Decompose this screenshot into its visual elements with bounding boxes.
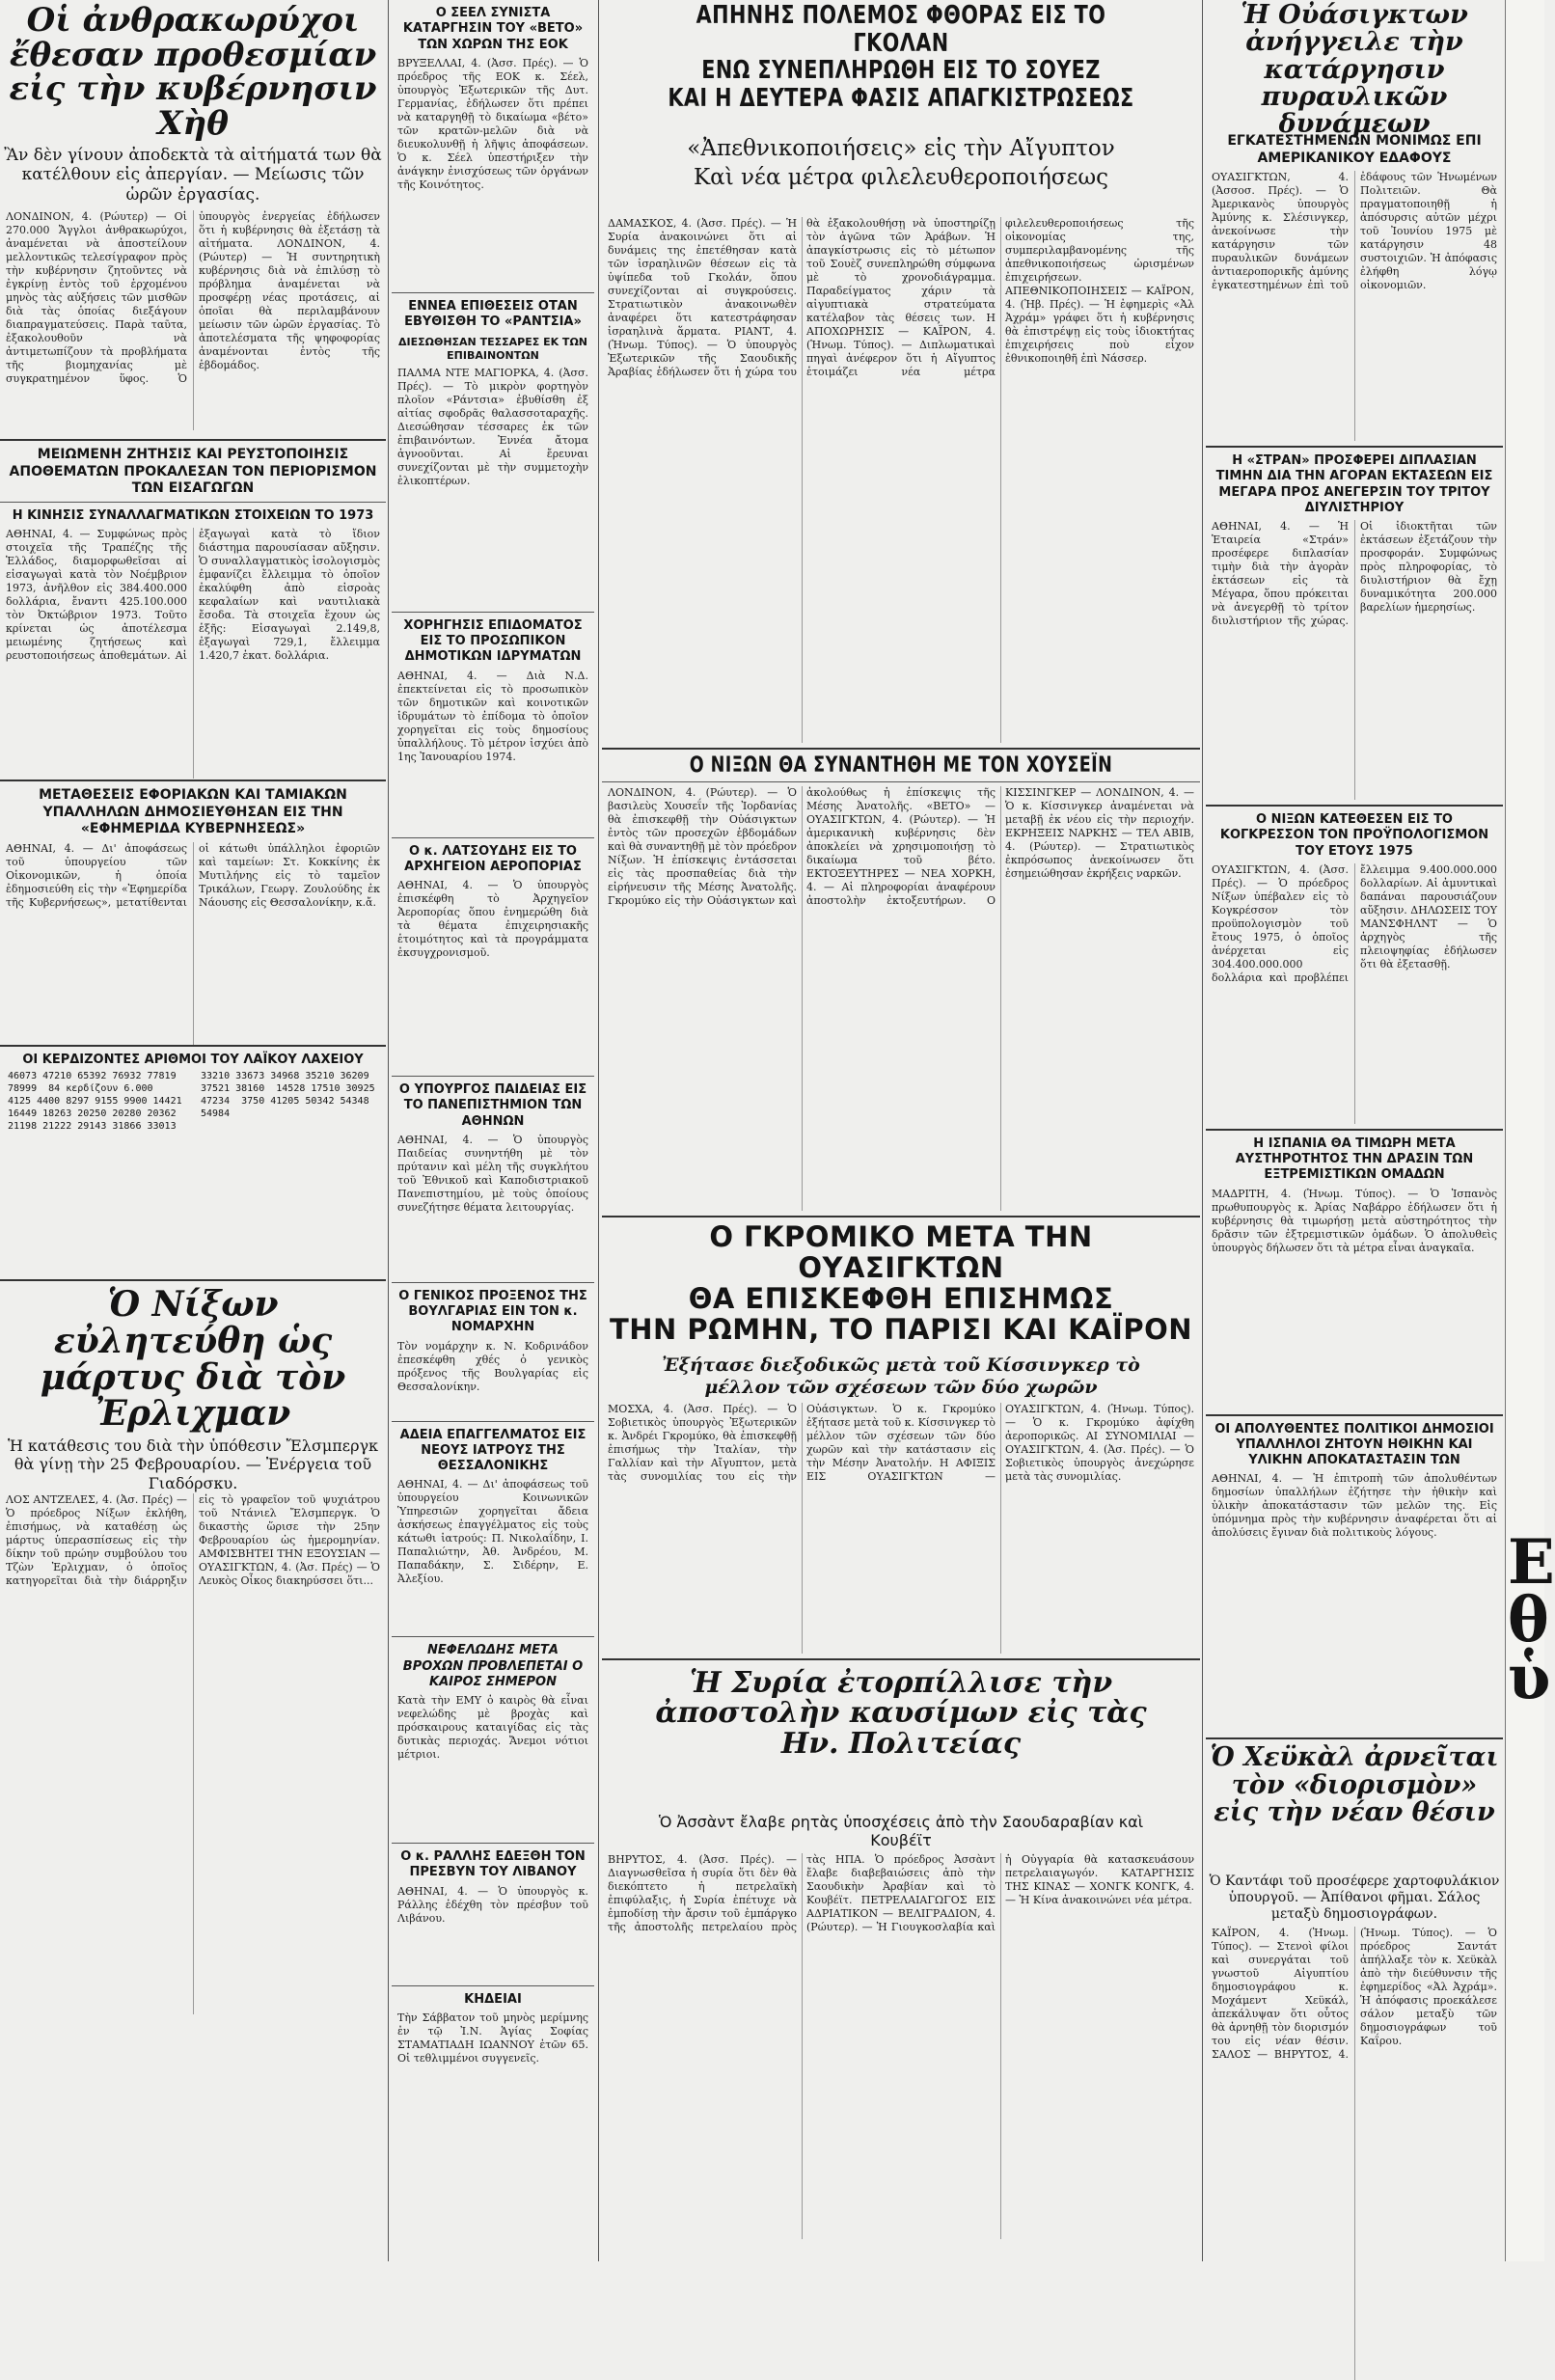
headline-gromyko-1: Ο ΓΚΡΟΜΙΚΟ ΜΕΤΑ ΤΗΝ ΟΥΑΣΙΓΚΤΩΝ bbox=[709, 1220, 1093, 1285]
headline-doctors: ΑΔΕΙΑ ΕΠΑΓΓΕΛΜΑΤΟΣ ΕΙΣ ΝΕΟΥΣ ΙΑΤΡΟΥΣ ΤΗΣ ΘΕΣΣΑΛΟΝΙΚΗΣ bbox=[399, 1427, 587, 1473]
headline-consul: Ο ΓΕΝΙΚΟΣ ΠΡΟΞΕΝΟΣ ΤΗΣ ΒΟΥΛΓΑΡΙΑΣ ΕΙΝ ΤΟΝ κ. ΝΟΜΑΡΧΗΝ bbox=[398, 1288, 587, 1335]
body-budget: ΟΥΑΣΙΓΚΤΩΝ, 4. (Ἀσσ. Πρές). — Ὁ πρόεδρος Νίξων ὑπέβαλεν εἰς τὸ Κογκρέσσον τὸν προϋπολογισμὸν τοῦ ἔτους 1975, ὁ ὁποῖος ἀνέρχεται εἰς 304.400.000.000 δολλάρια καὶ προβλέπει ἔλλειμμα 9.400.000.000 δολλαρίων. Αἱ ἀμυντικαὶ δαπάναι παρουσιάζουν αὔξησιν. ΔΗΛΩΣΕΙΣ ΤΟΥ ΜΑΝΣΦΗΛΝΤ — Ὁ ἀρχηγὸς τῆς πλειοψηφίας ἐδήλωσεν ὅτι θὰ ἐξετασθῇ. bbox=[1212, 862, 1497, 984]
headline-heykal: Ὁ Χεϋκὰλ ἀρνεῖται τὸν «διορισμὸν» εἰς τὴν νέαν θέσιν bbox=[1210, 1742, 1499, 1827]
column-1 bbox=[0, 0, 386, 2261]
article-lottery bbox=[0, 1053, 386, 1274]
article-gromyko bbox=[602, 1222, 1200, 1353]
column-4 bbox=[1206, 0, 1503, 2261]
subhead-gromyko: Ἐξήτασε διεξοδικῶς μετὰ τοῦ Κίσσινγκερ τὸ μέλλον τῶν σχέσεων τῶν δύο χωρῶν bbox=[662, 1354, 1140, 1398]
headline-nixon-witness: Ὁ Νίξων εὐλητεύθη ὡς μάρτυς διὰ τὸν Ἐρλιχμαν bbox=[40, 1284, 346, 1435]
body-education: ΑΘΗΝΑΙ, 4. — Ὁ ὑπουργὸς Παιδείας συνηντήθη μὲ τὸν πρύτανιν καὶ μέλη τῆς συγκλήτου τοῦ Ἐθνικοῦ καὶ Καποδιστριακοῦ Πανεπιστημίου, μὲ τοὺς ὁποίους συνεζήτησε θέματα λειτουργίας. bbox=[397, 1133, 588, 1214]
subhead-syria: Ὁ Ἀσσὰντ ἔλαβε ρητὰς ὑποσχέσεις ἀπὸ τὴν Σαουδαραβίαν καὶ Κουβέϊτ bbox=[658, 1812, 1144, 1849]
body-weather: Κατὰ τὴν ΕΜΥ ὁ καιρὸς θὰ εἶναι νεφελώδης μὲ βροχὰς καὶ πρόσκαιρους καταιγίδας εἰς τὰς δυτικὰς περιοχάς. Ἄνεμοι νότιοι μέτριοι. bbox=[397, 1694, 588, 1761]
headline-education: Ο ΥΠΟΥΡΓΟΣ ΠΑΙΔΕΙΑΣ ΕΙΣ ΤΟ ΠΑΝΕΠΙΣΤΗΜΙΟΝ ΤΩΝ ΑΘΗΝΩΝ bbox=[398, 1082, 587, 1129]
lottery-numbers: 46073 47210 65392 76932 77819 78999 84 κερδίζουν 6.000 4125 4400 8297 9155 9900 14421 16449 18263 20250 20280 20362 21198 21222 29143 31866 33013 33210 33673 34968 35210 36209 37521 38160 14528 17510 30925 47234 3750 41205 50342 54348 54984 bbox=[8, 1071, 381, 1133]
headline-latsoudis: Ο κ. ΛΑΤΣΟΥΔΗΣ ΕΙΣ ΤΟ ΑΡΧΗΓΕΙΟΝ ΑΕΡΟΠΟΡΙΑΣ bbox=[404, 843, 582, 874]
column-3 bbox=[602, 0, 1200, 2261]
headline-hussein: Ο ΝΙΞΩΝ ΘΑ ΣΥΝΑΝΤΗΘΗ ΜΕ ΤΟΝ ΧΟΥΣΕΪΝ bbox=[689, 753, 1113, 778]
body-heykal: ΚΑΪΡΟΝ, 4. (Ἡνωμ. Τύπος). — Στενοὶ φίλοι καὶ συνεργάται τοῦ γνωστοῦ Αἰγυπτίου δημοσιογράφου κ. Μοχάμεντ Χεϋκάλ, ἀπεκάλυψαν ὅτι οὗτος θὰ ἀρνηθῇ τὸν διορισμόν του εἰς νέαν θέσιν. ΣΑΛΟΣ — ΒΗΡΥΤΟΣ, 4. (Ἡνωμ. Τύπος). — Ὁ πρόεδρος Σαντάτ ἀπήλλαξε τὸν κ. Χεϋκὰλ ἀπὸ τὴν διεύθυνσιν τῆς ἐφημερίδος «Ἀλ Ἀχράμ». Ἡ ἀπόφασις προεκάλεσε σάλον μεταξὺ τῶν δημοσιογράφων τοῦ Καΐρου. bbox=[1212, 1926, 1497, 2061]
column-2 bbox=[392, 0, 594, 2261]
headline-syria: Ἡ Συρία ἐτορπίλλισε τὴν ἀποστολὴν καυσίμων εἰς τὰς Ην. Πολιτείας bbox=[655, 1665, 1147, 1761]
body-scheel: ΒΡΥΞΕΛΛΑΙ, 4. (Ἀσσ. Πρές). — Ὁ πρόεδρος τῆς ΕΟΚ κ. Σέελ, ὑπουργὸς Ἐξωτερικῶν τῆς Δυτ. Γερμανίας, ἐδήλωσεν ὅτι πρέπει νὰ καταργηθῇ τὸ δικαίωμα «βέτο» τῶν κρατῶν-μελῶν διὰ νὰ διευκολυνθῇ ἡ λῆψις ἀποφάσεων. Ὁ κ. Σέελ ὑπεστήριξεν τὴν ἀνάγκην ἐνισχύσεως τῶν ὀργάνων τῆς Κοινότητος. bbox=[397, 56, 588, 191]
body-rallis: ΑΘΗΝΑΙ, 4. — Ὁ ὑπουργὸς κ. Ράλλης ἐδέχθη τὸν πρέσβυν τοῦ Λιβάνου. bbox=[397, 1884, 588, 1925]
body-latsoudis: ΑΘΗΝΑΙ, 4. — Ὁ ὑπουργὸς ἐπισκέφθη τὸ Ἀρχηγεῖον Ἀεροπορίας ὅπου ἐνημερώθη διὰ τὰ θέματα ἐπιχειρησιακῆς ἑτοιμότητος καὶ τὰ προγράμματα ἐκσυγχρονισμοῦ. bbox=[397, 879, 588, 959]
headline-golan-1: ΑΠΗΝΗΣ ΠΟΛΕΜΟΣ ΦΘΟΡΑΣ ΕΙΣ ΤΟ ΓΚΟΛΑΝ bbox=[696, 1, 1106, 58]
headline-golan-3: ΚΑΙ Η ΔΕΥΤΕΡΑ ΦΑΣΙΣ ΑΠΑΓΚΙΣΤΡΩΣΕΩΣ bbox=[668, 83, 1134, 113]
headline-rallis: Ο κ. ΡΑΛΛΗΣ ΕΔΕΞΘΗ ΤΟΝ ΠΡΕΣΒΥΝ ΤΟΥ ΛΙΒΑΝΟΥ bbox=[400, 1849, 586, 1880]
article-syria bbox=[602, 1665, 1200, 1813]
body-spain: ΜΑΔΡΙΤΗ, 4. (Ἡνωμ. Τύπος). — Ὁ Ἱσπανὸς πρωθυπουργὸς κ. Ἀρίας Ναβάρρο ἐδήλωσεν ὅτι ἡ κυβέρνησις θὰ τιμωρήσῃ μετὰ αὐστηρότητος τὴν δρᾶσιν τῶν ἐξτρεμιστικῶν ὁμάδων. Ὁ ἀπολυθεὶς ὑπουργὸς δήλωσεν ὅτι τὰ μέτρα εἶναι ἀναγκαῖα. bbox=[1212, 1187, 1497, 1254]
body-nixon-witness: ΛΟΣ ΑΝΤΖΕΛΕΣ, 4. (Ἀσ. Πρές) — Ὁ πρόεδρος Νίξων ἐκλήθη, ἐπισήμως, νὰ καταθέσῃ ὡς μάρτυς ὑπερασπίσεως εἰς τὴν δίκην τοῦ πρώην συμβούλου του Τζὼν Ἐρλιχμαν, ὁ ὁποῖος κατηγορεῖται διὰ τὴν διάρρηξιν εἰς τὸ γραφεῖον τοῦ ψυχιάτρου τοῦ Ντάνιελ Ἔλσμπεργκ. Ὁ δικαστὴς ὥρισε τὴν 25ην Φεβρουαρίου ὡς ἡμερομηνίαν. ΑΜΦΙΣΒΗΤΕΙ ΤΗΝ ΕΞΟΥΣΙΑΝ — ΟΥΑΣΙΓΚΤΩΝ, 4. (Ἀσ. Πρές) — Ὁ Λευκὸς Οἶκος διακηρύσσει ὅτι... bbox=[6, 1493, 380, 1587]
body-gromyko: ΜΟΣΧΑ, 4. (Ἀσσ. Πρές). — Ὁ Σοβιετικὸς ὑπουργὸς Ἐξωτερικῶν κ. Ἀνδρέι Γκρομύκο, θὰ ἐπισκεφθῇ ἐπισήμως τὴν Ἰταλίαν, τὴν Γαλλίαν καὶ τὴν Αἴγυπτον, μετὰ τὰς συνομιλίας του εἰς τὴν Οὐάσιγκτων. Ὁ κ. Γκρομύκο ἐξήτασε μετὰ τοῦ κ. Κίσσινγκερ τὸ μέλλον τῶν σχέσεων τῶν δύο χωρῶν καὶ τὴν κατάστασιν εἰς τὴν Μέσην Ἀνατολήν. Η ΑΦΙΞΙΣ ΕΙΣ ΟΥΑΣΙΓΚΤΩΝ — ΟΥΑΣΙΓΚΤΩΝ, 4. (Ἡνωμ. Τύπος). — Ὁ κ. Γκρομύκο ἀφίχθη ἀεροπορικῶς. ΑΙ ΣΥΝΟΜΙΛΙΑΙ — ΟΥΑΣΙΓΚΤΩΝ, 4. (Ἀσ. Πρές). — Ὁ Σοβιετικὸς ὑπουργὸς ἀνεχώρησε μετὰ τὰς συνομιλίας. bbox=[608, 1402, 1194, 1483]
subhead-coal-miners: Ἂν δὲν γίνουν ἀποδεκτὰ τὰ αἰτήματά των θὰ κατέλθουν εἰς ἀπεργίαν. — Μείωσις τῶν ὡρῶν ἐργασίας. bbox=[4, 145, 382, 205]
article-nixon-witness bbox=[0, 1284, 386, 1492]
headline-officials: ΟΙ ΑΠΟΛΥΘΕΝΤΕΣ ΠΟΛΙΤΙΚΟΙ ΔΗΜΟΣΙΟΙ ΥΠΑΛΛΗΛΟΙ ΖΗΤΟΥΝ ΗΘΙΚΗΝ ΚΑΙ ΥΛΙΚΗΝ ΑΠΟΚΑΤΑΣΤΑΣΙΝ ΤΩΝ bbox=[1214, 1421, 1494, 1467]
edge-glyphs: Ε θ ὑ bbox=[1508, 1526, 1555, 1714]
body-consul: Τὸν νομάρχην κ. Ν. Κοδρινάδον ἐπεσκέφθη χθές ὁ γενικὸς πρόξενος τῆς Βουλγαρίας εἰς Θεσσαλονίκην. bbox=[397, 1339, 588, 1393]
body-imports: ΑΘΗΝΑΙ, 4. — Συμφώνως πρὸς στοιχεῖα τῆς Τραπέζης τῆς Ἑλλάδος, διαμορφωθεῖσαι αἱ εἰσαγωγαὶ κατὰ τὸν Νοέμβριον 1973, ἀνῆλθον εἰς 384.400.000 δολλάρια, ἔναντι 425.100.000 τὸν Ὀκτώβριον 1973. Τοῦτο κρίνεται ὡς ἀποτέλεσμα μειωμένης ζητήσεως καὶ ρευστοποιήσεως ἀποθεμάτων. Αἱ ἐξαγωγαὶ κατὰ τὸ ἴδιον διάστημα παρουσίασαν αὔξησιν. Ὁ συναλλαγματικὸς ἰσολογισμὸς ἐμφανίζει ἔλλειμμα τὸ ὁποῖον ἐκαλύφθη ἀπὸ εἰσροὰς κεφαλαίων καὶ ναυτιλιακὰ ἔσοδα. Τὰ στοιχεῖα ἔχουν ὡς ἑξῆς: Εἰσαγωγαὶ 2.149,8, ἐξαγωγαὶ 729,1, ἔλλειμμα 1.420,7 ἑκατ. δολλάρια. bbox=[6, 527, 380, 662]
headline-imports: ΜΕΙΩΜΕΝΗ ΖΗΤΗΣΙΣ ΚΑΙ ΡΕΥΣΤΟΠΟΙΗΣΙΣ ΑΠΟΘΕΜΑΤΩΝ ΠΡΟΚΑΛΕΣΑΝ ΤΟΝ ΠΕΡΙΟΡΙΣΜΟΝ ΤΩΝ ΕΙΣΑΓΩΓΩΝ bbox=[9, 447, 377, 496]
headline-stran: Η «ΣΤΡΑΝ» ΠΡΟΣΦΕΡΕΙ ΔΙΠΛΑΣΙΑΝ ΤΙΜΗΝ ΔΙΑ ΤΗΝ ΑΓΟΡΑΝ ΕΚΤΑΣΕΩΝ ΕΙΣ ΜΕΓΑΡΑ ΠΡΟΣ ΑΝΕΓΕΡΣΙΝ ΤΟΥ ΤΡΙΤΟΥ ΔΙΥΛΙΣΤΗΡΙΟΥ bbox=[1215, 453, 1493, 515]
subhead-heykal: Ὁ Καντάφι τοῦ προσέφερε χαρτοφυλάκιον ὑπουργοῦ. — Ἀπίθανοι φῆμαι. Σάλος μεταξὺ δημοσιογράφων. bbox=[1209, 1874, 1500, 1922]
headline-scheel: Ο ΣΕΕΛ ΣΥΝΙΣΤΑ ΚΑΤΑΡΓΗΣΙΝ ΤΟΥ «ΒΕΤΟ» ΤΩΝ ΧΩΡΩΝ ΤΗΣ ΕΟΚ bbox=[402, 6, 584, 52]
article-golan bbox=[602, 2, 1200, 132]
headline-gromyko-3: ΤΗΝ ΡΩΜΗΝ, ΤΟ ΠΑΡΙΣΙ ΚΑΙ ΚΑΪΡΟΝ bbox=[609, 1312, 1192, 1346]
headline-spain: Η ΙΣΠΑΝΙΑ ΘΑ ΤΙΜΩΡΗ ΜΕΤΑ ΑΥΣΤΗΡΟΤΗΤΟΣ ΤΗΝ ΔΡΑΣΙΝ ΤΩΝ ΕΞΤΡΕΜΙΣΤΙΚΩΝ ΟΜΑΔΩΝ bbox=[1235, 1135, 1474, 1183]
subhead-golan-2: Καὶ νέα μέτρα φιλελευθεροποιήσεως bbox=[694, 164, 1108, 190]
article-imports bbox=[0, 447, 386, 775]
headline-rancia: ΕΝΝΕΑ ΕΠΙΘΕΣΕΙΣ ΟΤΑΝ ΕΒΥΘΙΣΘΗ ΤΟ «ΡΑΝΤΣΙΑ» bbox=[404, 298, 582, 329]
article-transfers bbox=[0, 787, 386, 1040]
headline-weather: ΝΕΦΕΛΩΔΗΣ ΜΕΤΑ ΒΡΟΧΩΝ ΠΡΟΒΛΕΠΕΤΑΙ Ο ΚΑΙΡΟΣ ΣΗΜΕΡΟΝ bbox=[402, 1643, 584, 1689]
article-missiles bbox=[1206, 0, 1503, 140]
body-rancia: ΠΑΛΜΑ ΝΤΕ ΜΑΓΙΟΡΚΑ, 4. (Ἀσσ. Πρές). — Τὸ μικρὸν φορτηγὸν πλοῖον «Ράντσια» ἐβυθίσθη ἐξ αἰτίας σφοδρᾶς θαλασσοταραχῆς. Διεσώθησαν τέσσαρες ἐκ τῶν ἐπιβαινόντων. Ἐννέα ἄτομα ἀγνοοῦνται. Αἱ ἔρευναι συνεχίζονται μὲ τὴν συμμετοχὴν ἐλικοπτέρων. bbox=[397, 366, 588, 487]
body-coal-miners: ΛΟΝΔΙΝΟΝ, 4. (Ρώυτερ) — Οἱ 270.000 Ἄγγλοι ἀνθρακωρύχοι, ἀναμένεται νὰ ἀποστείλουν μελλοντικῶς τελεσίγραφον πρὸς τὴν κυβέρνησιν ζητοῦντες νὰ ἐγκρίνῃ ἐντὸς τοῦ ἐρχομένου μηνὸς τὰς αὐξήσεις τῶν μισθῶν διὰ τὰς ὁποίας διεξάγουν διαπραγματεύσεις. Παρὰ ταῦτα, ἐξακολουθοῦν νὰ ἀντιμετωπίζουν τὰ προβλήματα τῆς βιομηχανίας μὲ συγκρατημένον ὕφος. Ὁ ὑπουργὸς ἐνεργείας ἐδήλωσεν ὅτι ἡ κυβέρνησις θὰ ἐξετάσῃ τὰ αἰτήματα. ΛΟΝΔΙΝΟΝ, 4. (Ρώυτερ) — Ἡ συντηρητικὴ κυβέρνησις διὰ νὰ ἐπιλύσῃ τὸ πρόβλημα ἀναμένεται νὰ προσφέρῃ νέας προτάσεις, αἱ ὁποῖαι θὰ περιλαμβάνουν μείωσιν τῶν ὡρῶν ἐργασίας. Τὸ ἀποτελέσματα τῆς ψηφοφορίας ἀναμένονται ἐντὸς τῆς ἑβδομάδος. bbox=[6, 210, 380, 385]
subhead-rancia: ΔΙΕΣΩΘΗΣΑΝ ΤΕΣΣΑΡΕΣ ΕΚ ΤΩΝ ΕΠΙΒΑΙΝΟΝΤΩΝ bbox=[397, 336, 587, 362]
body-funerals: Τὴν Σάββατον τοῦ μηνὸς μερίμνης ἐν τῷ Ἰ.Ν. Ἁγίας Σοφίας ΣΤΑΜΑΤΙΑΔΗ ΙΩΑΝΝΟΥ ἐτῶν 65. Οἱ τεθλιμμένοι συγγενεῖς. bbox=[397, 2011, 588, 2065]
body-hussein: ΛΟΝΔΙΝΟΝ, 4. (Ρώυτερ). — Ὁ βασιλεὺς Χουσεΐν τῆς Ἰορδανίας θὰ ἐπισκεφθῇ τὴν Οὐάσιγκτων ἐντὸς τῶν προσεχῶν ἑβδομάδων καὶ θὰ συναντηθῇ μὲ τὸν πρόεδρον Νίξων. Ἡ ἐπίσκεψις ἐντάσσεται εἰς τὰς προσπαθείας διὰ τὴν εἰρήνευσιν τῆς Μέσης Ἀνατολῆς. Γκρομύκο εἰς τὴν Οὐάσιγκτων καὶ ἀκολούθως ἡ ἐπίσκεψις τῆς Μέσης Ἀνατολῆς. «ΒΕΤΟ» — ΟΥΑΣΙΓΚΤΩΝ, 4. (Ρώυτερ). — Ἡ ἀμερικανικὴ κυβέρνησις δὲν ἀποκλείει νὰ χρησιμοποιήσῃ τὸ δικαίωμα τοῦ βέτο. ΕΚΤΟΞΕΥΤΗΡΕΣ — ΝΕΑ ΧΟΡΚΗ, 4. — Αἱ πληροφορίαι ἀναφέρουν ἀποστολὴν ἐκτοξευτήρων. Ο ΚΙΣΣΙΝΓΚΕΡ — ΛΟΝΔΙΝΟΝ, 4. — Ὁ κ. Κίσσινγκερ ἀναμένεται νὰ μεταβῇ ἐκ νέου εἰς τὴν περιοχήν. ΕΚΡΗΞΕΙΣ ΝΑΡΚΗΣ — ΤΕΛ ΑΒΙΒ, 4. (Ρώυτερ). — Στρατιωτικὸς ἐκπρόσωπος ἀνεκοίνωσεν ὅτι ἐσημειώθησαν ἐκρήξεις ναρκῶν. bbox=[608, 786, 1194, 908]
article-coal-miners bbox=[0, 1, 386, 206]
body-transfers: ΑΘΗΝΑΙ, 4. — Δι' ἀποφάσεως τοῦ ὑπουργείου τῶν Οἰκονομικῶν, ἡ ὁποία ἐδημοσιεύθη εἰς τὴν «Ἐφημερίδα τῆς Κυβερνήσεως», μετατίθενται οἱ κάτωθι ὑπάλληλοι ἐφοριῶν καὶ ταμείων: Στ. Κοκκίνης ἐκ Μυτιλήνης εἰς τὸ ταμεῖον Τρικάλων, Γεωργ. Ζουλούδης ἐκ Νάουσης εἰς Θεσσαλονίκην, κ.ἄ. bbox=[6, 841, 380, 909]
body-missiles: ΟΥΑΣΙΓΚΤΩΝ, 4. (Ἀσσοσ. Πρές). — Ὁ Ἀμερικανὸς ὑπουργὸς Ἀμύνης κ. Σλέσινγκερ, ἀνεκοίνωσε τὴν κατάργησιν τῶν πυραυλικῶν δυνάμεων ἀντιαεροπορικῆς ἀμύνης ἐγκατεστημένων ἐπὶ τοῦ ἐδάφους τῶν Ἡνωμένων Πολιτειῶν. Θὰ πραγματοποιηθῇ ἡ ἀπόσυρσις αὐτῶν μέχρι τοῦ Ἰουνίου 1975 μὲ κατάργησιν 48 συστοιχιῶν. Ἡ ἀπόφασις ἐλήφθη λόγῳ οἰκονομιῶν. bbox=[1212, 171, 1497, 291]
body-officials: ΑΘΗΝΑΙ, 4. — Ἡ ἐπιτροπὴ τῶν ἀπολυθέντων δημοσίων ὑπαλλήλων ἐζήτησε τὴν ἠθικὴν καὶ ὑλικὴν ἀποκατάστασιν τῶν μελῶν της. Εἰς ὑπόμνημα πρὸς τὴν κυβέρνησιν ἀναφέρεται ὅτι αἱ ἀπολύσεις ἔγιναν διὰ πολιτικοὺς λόγους. bbox=[1212, 1472, 1497, 1540]
headline-gromyko-2: ΘΑ ΕΠΙΣΚΕΦΘΗ ΕΠΙΣΗΜΩΣ bbox=[688, 1281, 1114, 1315]
headline-allowance: ΧΟΡΗΓΗΣΙΣ ΕΠΙΔΟΜΑΤΟΣ ΕΙΣ ΤΟ ΠΡΟΣΩΠΙΚΟΝ ΔΗΜΟΤΙΚΩΝ ΙΔΡΥΜΑΤΩΝ bbox=[403, 617, 583, 665]
subhead-imports: Η ΚΙΝΗΣΙΣ ΣΥΝΑΛΛΑΓΜΑΤΙΚΩΝ ΣΤΟΙΧΕΙΩΝ ΤΟ 1973 bbox=[12, 507, 374, 523]
subhead-missiles: ΕΓΚΑΤΕΣΤΗΜΕΝΩΝ ΜΟΝΙΜΩΣ ΕΠΙ ΑΜΕΡΙΚΑΝΙΚΟΥ ΕΔΑΦΟΥΣ bbox=[1227, 133, 1482, 166]
headline-funerals: ΚΗΔΕΙΑΙ bbox=[464, 1991, 522, 2007]
headline-budget: Ο ΝΙΞΩΝ ΚΑΤΕΘΕΣΕΝ ΕΙΣ ΤΟ ΚΟΓΚΡΕΣΣΟΝ ΤΟΝ ΠΡΟΫΠΟΛΟΓΙΣΜΟΝ ΤΟΥ ΕΤΟΥΣ 1975 bbox=[1219, 812, 1489, 859]
headline-lottery: ΟΙ ΚΕΡΔΙΖΟΝΤΕΣ ΑΡΙΘΜΟΙ ΤΟΥ ΛΑΪΚΟΥ ΛΑΧΕΙΟΥ bbox=[22, 1053, 364, 1067]
adjacent-page-edge bbox=[1505, 0, 1555, 2261]
subhead-golan-1: «Ἀπεθνικοποιήσεις» εἰς τὴν Αἴγυπτον bbox=[687, 136, 1115, 161]
body-golan: ΔΑΜΑΣΚΟΣ, 4. (Ἀσσ. Πρές). — Ἡ Συρία ἀνακοινώνει ὅτι αἱ δυνάμεις της ἐπετέθησαν κατὰ τῶν ἰσραηλινῶν θέσεων εἰς τὰ ὑψίπεδα τοῦ Γκολάν, ὅπου συνεχίζονται αἱ συγκρούσεις. Στρατιωτικὸν ἀνακοινωθὲν ἀναφέρει ὅτι κατεστράφησαν ἰσραηλινὰ ἅρματα. ΡΙΑΝΤ, 4. (Ἡνωμ. Τύπος). — Ὁ ὑπουργὸς Ἐξωτερικῶν τῆς Σαουδικῆς Ἀραβίας ἐδήλωσεν ὅτι ἡ χώρα του θὰ ἐξακολουθήσῃ νὰ ὑποστηρίζῃ τὸν ἀγῶνα τῶν Ἀράβων. Ἡ ἀπαγκίστρωσις εἰς τὸ μέτωπον τοῦ Σουὲζ συνεπληρώθη σύμφωνα μὲ τὸ χρονοδιάγραμμα. Παραδείγματος χάριν τὰ αἰγυπτιακὰ στρατεύματα κατέλαβον τὰς θέσεις των. Η ΑΠΟΧΩΡΗΣΙΣ — ΚΑΪΡΟΝ, 4. (Ἡνωμ. Τύπος). — Διπλωματικαὶ πηγαὶ ἀνέφερον ὅτι ἡ Αἴγυπτος ἑτοιμάζει νέα μέτρα φιλελευθεροποιήσεως τῆς οἰκονομίας της, συμπεριλαμβανομένης τῆς ἀπεθνικοποιήσεως ὡρισμένων ἐπιχειρήσεων. ΑΠΕΘΝΙΚΟΠΟΙΗΣΕΙΣ — ΚΑΪΡΟΝ, 4. (Ἠβ. Πρές). — Ἡ ἐφημερὶς «Ἀλ Ἀχράμ» γράφει ὅτι ἡ κυβέρνησις θὰ ἐπιστρέψῃ εἰς τοὺς ἰδιοκτήτας ἐπιχειρήσεις ποὺ εἶχον ἐθνικοποιηθῆ ἐπὶ Νάσσερ. bbox=[608, 217, 1194, 378]
headline-missiles: Ἡ Οὐάσιγκτων ἀνήγγειλε τὴν κατάργησιν πυραυλικῶν δυνάμεων bbox=[1241, 0, 1468, 140]
headline-coal-miners: Οἱ ἀνθρακωρύχοι ἔθεσαν προθεσμίαν εἰς τὴν κυβέρνησιν Χὴθ bbox=[9, 1, 377, 144]
body-allowance: ΑΘΗΝΑΙ, 4. — Διὰ Ν.Δ. ἐπεκτείνεται εἰς τὸ προσωπικὸν τῶν δημοτικῶν καὶ κοινοτικῶν ἱδρυμάτων τὸ ἐπίδομα τὸ ὁποῖον χορηγεῖται εἰς τοὺς δημοσίους ὑπαλλήλους. Τὸ μέτρον ἰσχύει ἀπὸ 1ης Ἰανουαρίου 1974. bbox=[397, 669, 588, 763]
body-stran: ΑΘΗΝΑΙ, 4. — Ἡ Ἑταιρεία «Στράν» προσέφερε διπλασίαν τιμὴν διὰ τὴν ἀγορὰν ἐκτάσεων εἰς τὰ Μέγαρα, ὅπου πρόκειται νὰ ἀνεγερθῇ τὸ τρίτον διυλιστήριον τῆς χώρας. Οἱ ἰδιοκτῆται τῶν ἐκτάσεων ἐξετάζουν τὴν προσφοράν. Συμφώνως πρὸς πληροφορίας, τὸ διυλιστήριον θὰ ἔχῃ δυναμικότητα 200.000 βαρελίων ἡμερησίως. bbox=[1212, 520, 1497, 627]
headline-golan-2: ΕΝΩ ΣΥΝΕΠΛΗΡΩΘΗ ΕΙΣ ΤΟ ΣΟΥΕΖ bbox=[701, 56, 1101, 86]
body-syria: ΒΗΡΥΤΟΣ, 4. (Ἀσσ. Πρές). — Διαγνωσθεῖσα ἡ συρία ὅτι δὲν θὰ διεκόπτετο ἡ πετρελαϊκὴ ἐπιφύλαξις, ἡ Συρία ἐπέτυχε νὰ ἐμποδίσῃ τὴν ἄρσιν τοῦ ἐμπάργκο τῆς ἀποστολῆς πετρελαίου πρὸς τὰς ΗΠΑ. Ὁ πρόεδρος Ἀσσὰντ ἔλαβε διαβεβαιώσεις ἀπὸ τὴν Σαουδικὴν Ἀραβίαν καὶ τὸ Κουβέϊτ. ΠΕΤΡΕΛΑΙΑΓΩΓΟΣ ΕΙΣ ΑΔΡΙΑΤΙΚΟΝ — ΒΕΛΙΓΡΑΔΙΟΝ, 4. (Ρώυτερ). — Ἡ Γιουγκοσλαβία καὶ ἡ Οὑγγαρία θὰ κατασκευάσουν πετρελαιαγωγόν. ΚΑΤΑΡΓΗΣΙΣ ΤΗΣ ΚΙΝΑΣ — ΧΟΝΓΚ ΚΟΝΓΚ, 4. — Ἡ Κίνα ἀνακοινώνει νέα μέτρα. bbox=[608, 1853, 1194, 1934]
article-heykal bbox=[1206, 1744, 1503, 1870]
body-doctors: ΑΘΗΝΑΙ, 4. — Δι' ἀποφάσεως τοῦ ὑπουργείου Κοινωνικῶν Ὑπηρεσιῶν χορηγεῖται ἄδεια ἀσκήσεως ἐπαγγέλματος εἰς τοὺς κάτωθι ἰατρούς: Π. Νικολαΐδην, Ι. Παπαλιώτην, Ἀθ. Ἀνδρέου, Μ. Παπαδάκην, Σ. Σιδέρην, Ε. Ἀλεξίου. bbox=[397, 1478, 588, 1586]
headline-transfers: ΜΕΤΑΘΕΣΕΙΣ ΕΦΟΡΙΑΚΩΝ ΚΑΙ ΤΑΜΙΑΚΩΝ ΥΠΑΛΛΗΛΩΝ ΔΗΜΟΣΙΕΥΘΗΣΑΝ ΕΙΣ ΤΗΝ «ΕΦΗΜΕΡΙΔΑ ΚΥΒΕΡΝΗΣΕΩΣ» bbox=[39, 787, 347, 836]
subhead-nixon-witness: Ἡ κατάθεσις του διὰ τὴν ὑπόθεσιν Ἔλσμπεργκ θὰ γίνῃ τὴν 25 Φεβρουαρίου. — Ἐνέργεια τοῦ Γιαδόρσκυ. bbox=[7, 1436, 379, 1492]
